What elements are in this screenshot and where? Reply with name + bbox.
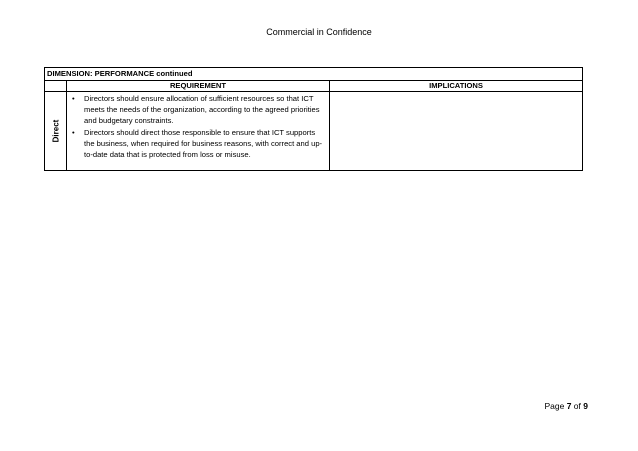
current-page: 7 [566, 401, 572, 411]
row-label-direct: Direct [51, 119, 60, 143]
requirement-text: Directors should direct those responsible to ensure that ICT supports the business, when required for business reasons, with correct and up-to-date data that is protected from loss or misuse. [84, 127, 323, 160]
row-label-cell [45, 92, 67, 171]
performance-dimension-table [44, 67, 583, 171]
page-header: Commercial in Confidence [266, 27, 372, 37]
page-word: Page [544, 401, 565, 411]
implications-cell [330, 92, 583, 171]
total-pages: 9 [583, 401, 588, 411]
bullet-icon: • [72, 94, 75, 103]
requirement-text: Directors should ensure allocation of sufficient resources so that ICT meets the needs of the organization, according to the agreed priorities and budgetary constraints. [84, 94, 320, 126]
list-item [69, 127, 327, 161]
column-header-requirement: REQUIREMENT [67, 81, 330, 92]
of-word: of [573, 401, 581, 411]
page-number [544, 401, 588, 411]
requirement-cell [67, 92, 330, 171]
corner-cell [45, 81, 67, 92]
bullet-icon: • [72, 127, 75, 137]
table-title: DIMENSION: PERFORMANCE continued [45, 68, 583, 81]
list-item [69, 93, 327, 127]
column-header-implications: IMPLICATIONS [330, 81, 583, 92]
requirement-list [69, 93, 327, 160]
